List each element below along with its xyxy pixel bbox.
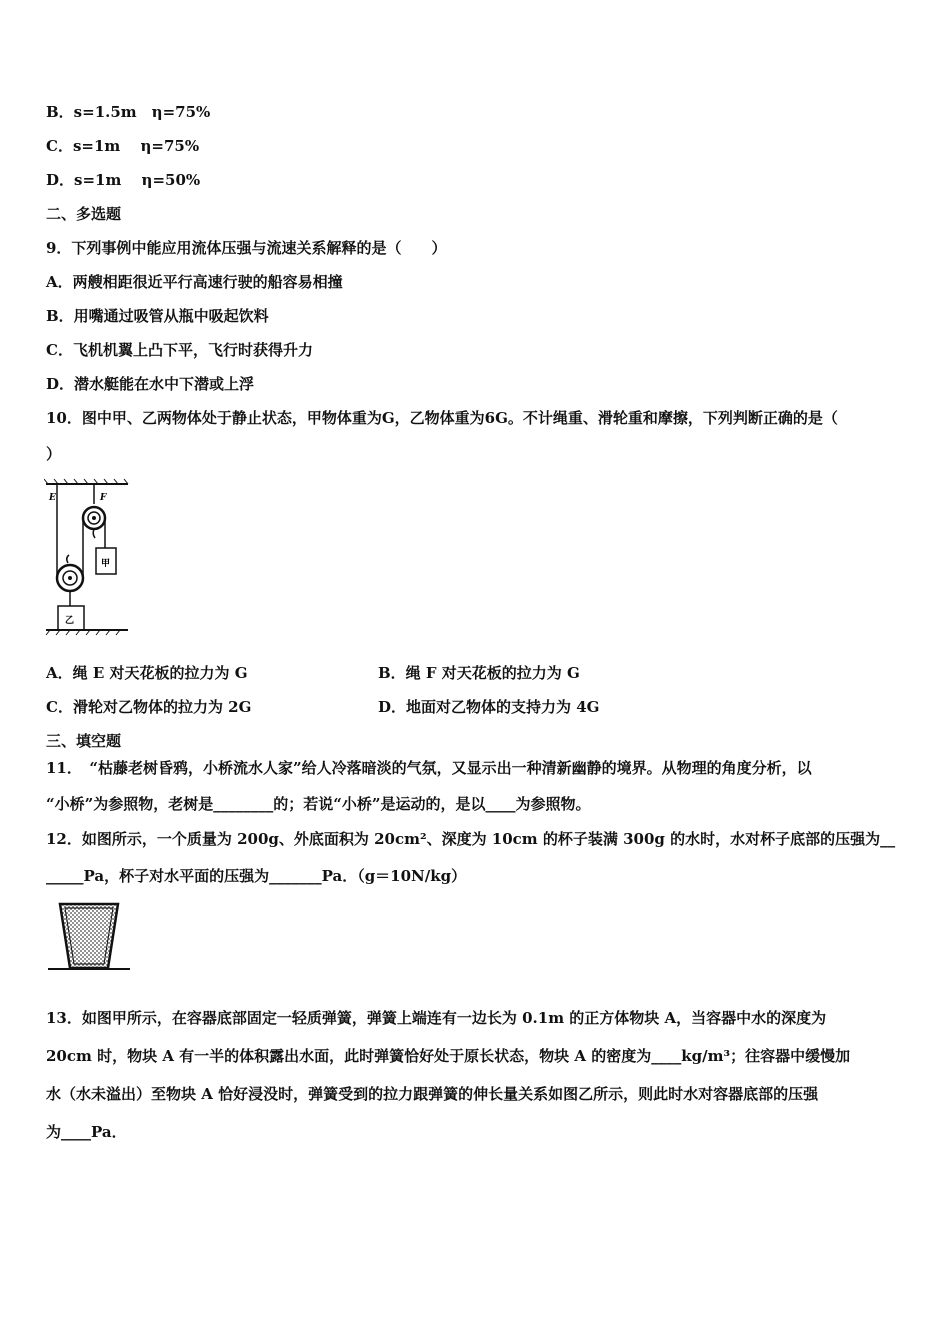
block-jia-label: 甲 bbox=[101, 559, 111, 569]
block-yi-label: 乙 bbox=[65, 616, 75, 626]
q12-line1: 12．如图所示，一个质量为 200g、外底面积为 20cm²、深度为 10cm 的杯子装满 300g 的水时，水对杯子底部的压强为__ bbox=[46, 830, 896, 848]
cup-figure bbox=[46, 900, 132, 974]
cup-with-water bbox=[60, 904, 118, 968]
pulley-system-figure bbox=[44, 478, 134, 638]
q10-option-a: A．绳 E 对天花板的拉力为 G bbox=[46, 664, 248, 682]
section-title-fill-in: 三、填空题 bbox=[46, 732, 122, 750]
q11-line1: 11． “枯藤老树昏鸦，小桥流水人家”给人冷落暗淡的气氛，又显示出一种清新幽静的境界。从物理的角度分析，以 bbox=[46, 759, 812, 777]
q13-line1: 13．如图甲所示，在容器底部固定一轻质弹簧，弹簧上端连有一边长为 0.1m 的正方体物块 A，当容器中水的深度为 bbox=[46, 1009, 827, 1027]
q9-option-d: D．潜水艇能在水中下潜或上浮 bbox=[46, 375, 255, 393]
q10-option-c: C．滑轮对乙物体的拉力为 2G bbox=[46, 698, 252, 716]
q8-option-c: C．s=1m η=75% bbox=[46, 137, 200, 155]
q13-line3: 水（水未溢出）至物块 A 恰好浸没时，弹簧受到的拉力跟弹簧的伸长量关系如图乙所示，则此时水对容器底部的压强 bbox=[46, 1085, 819, 1103]
movable-pulley bbox=[57, 565, 83, 591]
q12-line2: _____Pa，杯子对水平面的压强为_______Pa．（g＝10N/kg） bbox=[46, 867, 467, 885]
q10-option-b: B．绳 F 对天花板的拉力为 G bbox=[378, 664, 580, 682]
q9-option-b: B．用嘴通过吸管从瓶中吸起饮料 bbox=[46, 307, 269, 325]
section-title-multiple-choice: 二、多选题 bbox=[46, 205, 122, 223]
q9-option-c: C．飞机机翼上凸下平，飞行时获得升力 bbox=[46, 341, 313, 359]
q9-option-a: A．两艘相距很近平行高速行驶的船容易相撞 bbox=[46, 273, 343, 291]
q8-option-d: D．s=1m η=50% bbox=[46, 171, 201, 189]
q10-stem-line1: 10．图中甲、乙两物体处于静止状态，甲物体重为G，乙物体重为6G。不计绳重、滑轮重和摩擦，下列判断正确的是（ bbox=[46, 409, 838, 427]
fixed-pulley bbox=[83, 507, 105, 529]
q11-line2: “小桥”为参照物，老树是________的；若说“小桥”是运动的，是以____为参照物。 bbox=[46, 795, 591, 813]
q10-option-d: D．地面对乙物体的支持力为 4G bbox=[378, 698, 600, 716]
q13-line2: 20cm 时，物块 A 有一半的体积露出水面，此时弹簧恰好处于原长状态，物块 A 的密度为____kg/m³；往容器中缓慢加 bbox=[46, 1047, 851, 1065]
rope-f-label: F bbox=[100, 493, 107, 503]
q13-line4: 为____Pa． bbox=[46, 1123, 127, 1141]
q8-option-b: B．s=1.5m η=75% bbox=[46, 103, 211, 121]
q10-stem-line2: ） bbox=[46, 445, 62, 463]
rope-e-label: E bbox=[49, 493, 56, 503]
q9-stem: 9．下列事例中能应用流体压强与流速关系解释的是（ ） bbox=[46, 239, 447, 257]
